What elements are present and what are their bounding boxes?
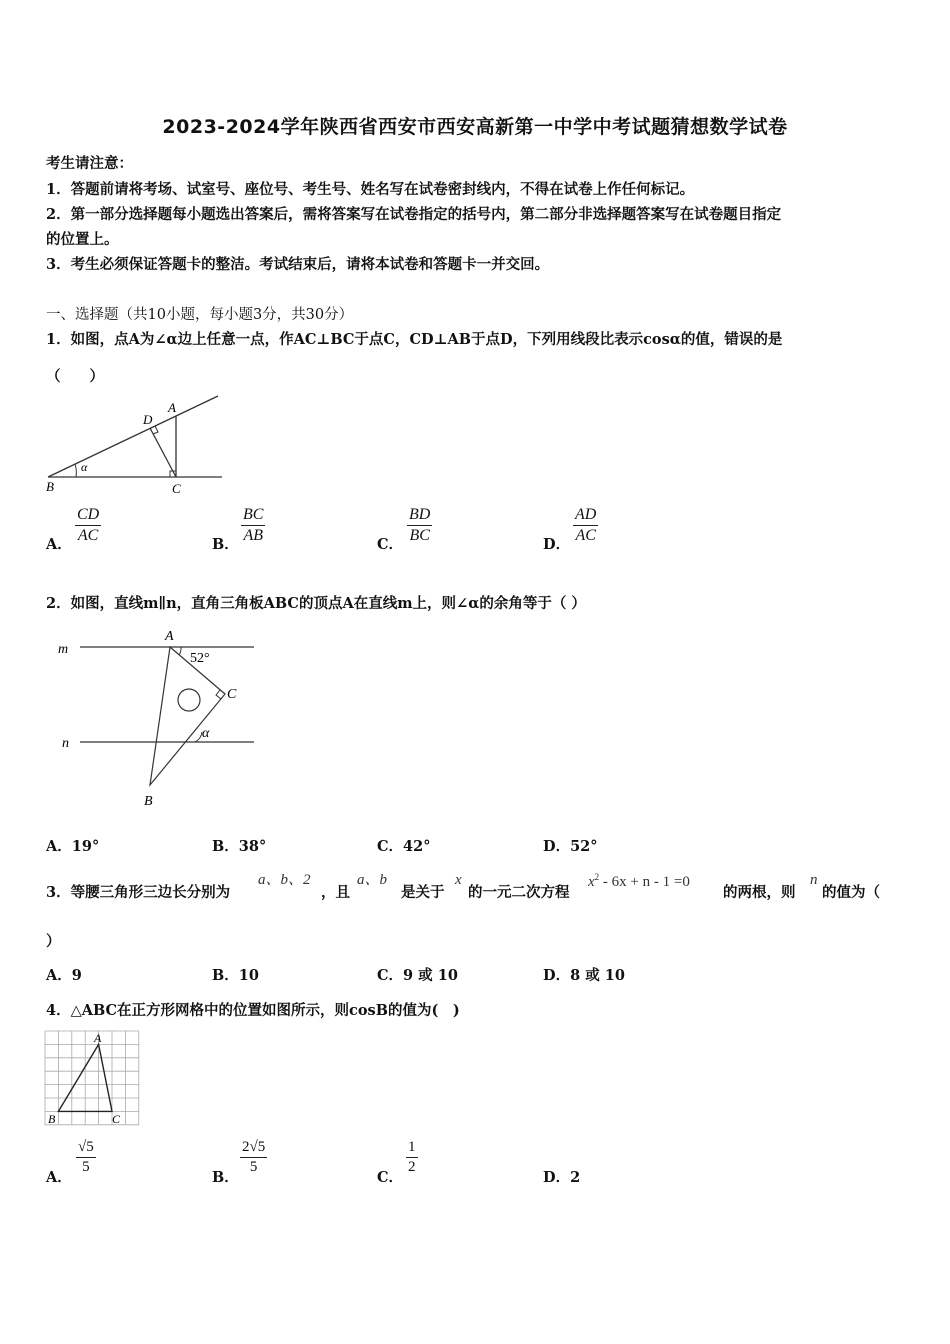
q2-angle-arc-alpha: [195, 732, 202, 742]
q3-option-a: [46, 964, 82, 985]
q2-label-52: 52°: [190, 651, 210, 666]
q1-label-a: A: [168, 400, 176, 415]
q2-label-a: A: [165, 629, 174, 644]
q1-option-d-fraction: [573, 506, 598, 545]
q3-close-paren: ）: [46, 933, 61, 950]
q3-option-a-text: 9: [71, 967, 82, 984]
q1-option-d-label: D．: [543, 536, 571, 553]
q4-option-a-label: A．: [46, 1169, 72, 1186]
q2-label-c: C: [227, 687, 237, 702]
notice-item-1: 1．答题前请将考场、试室号、座位号、考生号、姓名写在试卷密封线内，不得在试卷上作任何标记。: [46, 181, 695, 198]
q2-option-a-label: A．: [46, 838, 72, 855]
q4-option-c-den: 2: [408, 1159, 416, 1175]
q1-option-b-label: B．: [212, 536, 239, 553]
q2-option-a: [46, 835, 99, 856]
q4-option-a-fraction: [76, 1139, 96, 1176]
q2-label-b: B: [144, 794, 153, 809]
page-title: 2023-2024学年陕西省西安市西安高新第一中学中考试题猜想数学试卷: [162, 116, 788, 138]
q2-label-m: m: [58, 642, 69, 657]
q4-option-d-text: 2: [570, 1169, 581, 1186]
q3-part-1: 3．等腰三角形三边长分别为: [46, 884, 231, 901]
q3-option-b-label: B．: [212, 967, 239, 984]
q2-angle-arc-52: [179, 647, 181, 655]
q1-option-a-den: AC: [77, 527, 99, 544]
q1-option-c-label: C．: [377, 536, 404, 553]
q3-eq-rest: - 6x + n - 1 =0: [599, 874, 690, 890]
q1-option-d-num: AD: [575, 506, 597, 523]
notice-heading: 考生请注意：: [46, 155, 133, 172]
q1-label-c: C: [172, 481, 181, 496]
q4-stem: 4．△ABC在正方形网格中的位置如图所示，则cosB的值为( ): [46, 1002, 460, 1019]
q4-option-a-den: 5: [82, 1159, 90, 1175]
q1-figure: [40, 390, 230, 500]
q2-option-d-label: D．: [543, 838, 571, 855]
q2-option-b-label: B．: [212, 838, 239, 855]
q2-option-c-text: 42°: [403, 838, 431, 855]
q2-option-d: [543, 835, 598, 856]
q3-part-3: 是关于: [401, 884, 445, 901]
q2-stem: 2．如图，直线m∥n，直角三角板ABC的顶点A在直线m上，则∠α的余角等于（ ）: [46, 595, 586, 612]
q2-option-a-text: 19°: [71, 838, 100, 855]
q1-option-c-fraction: [407, 506, 432, 545]
q2-label-n: n: [62, 736, 69, 751]
q1-paren: （ ）: [46, 368, 104, 385]
notice-item-2-cont: 的位置上。: [46, 231, 119, 248]
q2-triangle-hole: [178, 689, 200, 711]
q2-triangle: [150, 647, 225, 785]
q3-sides: a、b、2: [258, 872, 311, 888]
q1-option-a-label: A．: [46, 536, 72, 553]
q4-option-b-label: B．: [212, 1169, 239, 1186]
q4-option-c-num: 1: [408, 1139, 416, 1155]
q4-option-b-den: 5: [249, 1159, 258, 1175]
q1-option-d-den: AC: [575, 527, 596, 544]
q3-equation: [588, 872, 690, 891]
q2-option-b-text: 38°: [238, 838, 267, 855]
q4-option-c-label: C．: [377, 1169, 404, 1186]
q3-option-c: [377, 964, 458, 985]
q3-option-d-text: 8 或 10: [570, 967, 625, 984]
q1-option-a-fraction: [75, 506, 101, 545]
q3-var-n: n: [810, 872, 818, 888]
q1-label-b: B: [46, 479, 54, 494]
q3-eq-exp: 2: [594, 872, 600, 882]
q3-eq-x: x: [588, 874, 595, 890]
q4-label-b: B: [48, 1112, 56, 1126]
q1-label-d: D: [143, 412, 153, 427]
q3-option-b: [212, 964, 259, 985]
q4-grid-figure: [44, 1030, 142, 1128]
q4-option-c-fraction: [406, 1139, 418, 1176]
q2-option-b: [212, 835, 266, 856]
q1-option-a-num: CD: [77, 506, 100, 523]
q4-label-c: C: [112, 1112, 121, 1126]
q3-part-2: ，且: [321, 884, 350, 901]
q4-option-d-label: D．: [543, 1169, 571, 1186]
q3-option-c-text: 9 或 10: [403, 967, 458, 984]
q4-option-d: [543, 1166, 580, 1187]
q3-option-a-label: A．: [46, 967, 72, 984]
q2-figure: [52, 625, 262, 810]
q1-line-cd: [150, 428, 176, 477]
q2-label-alpha: α: [202, 726, 210, 741]
q3-roots: a、b: [357, 872, 388, 888]
notice-item-3: 3．考生必须保证答题卡的整洁。考试结束后，请将本试卷和答题卡一并交回。: [46, 256, 550, 273]
q4-option-a-num: √5: [78, 1139, 94, 1155]
notice-item-2: 2．第一部分选择题每小题选出答案后，需将答案写在试卷指定的括号内，第二部分非选择题答案写在试卷题目指定: [46, 206, 782, 223]
q1-label-alpha: α: [81, 460, 88, 474]
q3-option-b-text: 10: [238, 967, 259, 984]
q3-part-4: 的一元二次方程: [468, 884, 570, 901]
q1-angle-arc: [75, 464, 76, 477]
section-heading: 一、选择题（共10小题，每小题3分，共30分）: [46, 307, 354, 323]
q3-option-d-label: D．: [543, 967, 571, 984]
q1-line-ba: [48, 396, 218, 477]
q2-option-d-text: 52°: [570, 838, 598, 855]
q3-option-d: [543, 964, 625, 985]
q2-option-c-label: C．: [377, 838, 404, 855]
q1-option-b-num: BC: [243, 506, 264, 523]
q4-option-b-fraction: [240, 1139, 267, 1176]
q1-option-c-num: BD: [409, 506, 431, 523]
q3-part-5: 的两根，则: [723, 884, 796, 901]
q2-option-c: [377, 835, 430, 856]
q1-option-b-fraction: [241, 506, 265, 545]
q4-option-b-num: 2√5: [242, 1139, 266, 1155]
q4-label-a: A: [94, 1031, 102, 1045]
q1-stem: 1．如图，点A为∠α边上任意一点，作AC⊥BC于点C，CD⊥AB于点D，下列用线段比表示cosα的值，错误的是: [46, 331, 783, 348]
q1-option-b-den: AB: [243, 527, 263, 544]
q3-part-6: 的值为（: [822, 884, 880, 901]
q2-right-angle-c: [216, 690, 221, 699]
q1-option-c-den: BC: [409, 527, 430, 544]
q3-var-x: x: [455, 872, 462, 888]
q3-option-c-label: C．: [377, 967, 404, 984]
